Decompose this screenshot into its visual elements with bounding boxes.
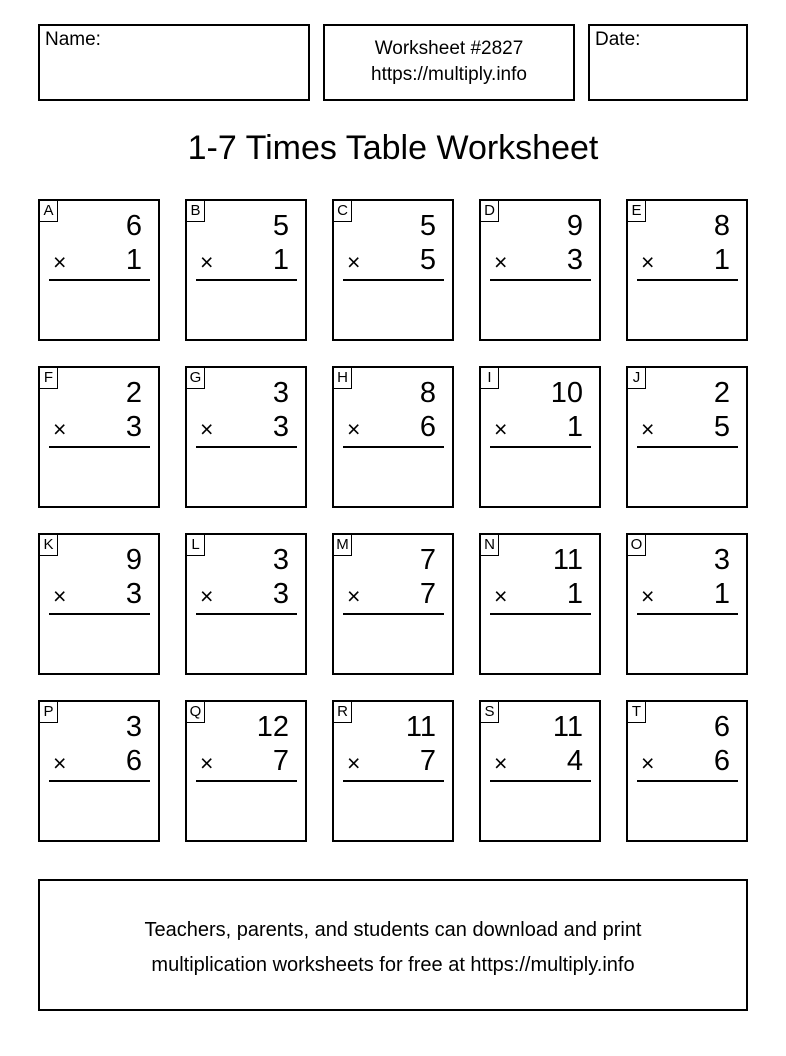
answer-line (343, 446, 444, 448)
answer-line (490, 780, 591, 782)
times-sign: × (53, 416, 67, 442)
multiplier: 6 (419, 411, 436, 443)
problem-letter: C (334, 201, 352, 222)
problem-card[interactable] (185, 366, 307, 508)
answer-line (196, 446, 297, 448)
answer-line (49, 446, 150, 448)
times-sign: × (494, 750, 508, 776)
problem-letter: M (334, 535, 352, 556)
problem-card[interactable] (626, 533, 748, 675)
problem-card[interactable] (479, 700, 601, 842)
multiplier: 3 (272, 578, 289, 610)
problem-letter: K (40, 535, 58, 556)
multiplicand: 7 (419, 544, 436, 576)
multiplicand: 11 (552, 544, 583, 576)
multiplicand: 9 (566, 210, 583, 242)
date-field[interactable] (588, 24, 748, 101)
problem-letter: E (628, 201, 646, 222)
worksheet-number: Worksheet #2827 (374, 38, 524, 59)
answer-line (49, 279, 150, 281)
multiplicand: 9 (125, 544, 142, 576)
problem-letter: T (628, 702, 646, 723)
multiplicand: 12 (256, 711, 289, 743)
worksheet-info-box (323, 24, 575, 101)
answer-line (490, 613, 591, 615)
date-label: Date: (595, 29, 641, 50)
problem-letter: A (40, 201, 58, 222)
multiplicand: 8 (419, 377, 436, 409)
problem-card[interactable] (185, 533, 307, 675)
multiplier: 3 (566, 244, 583, 276)
name-label: Name: (45, 29, 101, 50)
problem-card[interactable] (185, 700, 307, 842)
times-sign: × (494, 416, 508, 442)
footer-box (38, 879, 748, 1011)
times-sign: × (641, 416, 655, 442)
times-sign: × (200, 249, 214, 275)
problem-card[interactable] (332, 366, 454, 508)
times-sign: × (200, 583, 214, 609)
times-sign: × (641, 249, 655, 275)
times-sign: × (347, 583, 361, 609)
multiplicand: 10 (550, 377, 583, 409)
problem-card[interactable] (332, 533, 454, 675)
times-sign: × (641, 583, 655, 609)
problem-letter: S (481, 702, 499, 723)
multiplier: 1 (713, 578, 730, 610)
problem-card[interactable] (479, 199, 601, 341)
footer-line-1: Teachers, parents, and students can download and print (144, 919, 642, 941)
problem-letter: O (628, 535, 646, 556)
problem-card[interactable] (38, 700, 160, 842)
problem-card[interactable] (626, 366, 748, 508)
problem-card[interactable] (38, 533, 160, 675)
problem-letter: H (334, 368, 352, 389)
problem-card[interactable] (38, 199, 160, 341)
times-sign: × (494, 249, 508, 275)
answer-line (343, 279, 444, 281)
name-field[interactable] (38, 24, 310, 101)
problem-letter: I (481, 368, 499, 389)
times-sign: × (347, 750, 361, 776)
problem-card[interactable] (479, 366, 601, 508)
times-sign: × (200, 750, 214, 776)
multiplier: 3 (125, 411, 142, 443)
footer-line-2: multiplication worksheets for free at https://multiply.info (151, 954, 635, 976)
problem-letter: L (187, 535, 205, 556)
multiplier: 4 (566, 745, 583, 777)
answer-line (49, 780, 150, 782)
problem-card[interactable] (332, 700, 454, 842)
times-sign: × (347, 249, 361, 275)
problem-letter: N (481, 535, 499, 556)
problem-letter: Q (187, 702, 205, 723)
answer-line (490, 279, 591, 281)
problem-card[interactable] (626, 700, 748, 842)
problem-letter: F (40, 368, 58, 389)
problem-letter: D (481, 201, 499, 222)
times-sign: × (200, 416, 214, 442)
problem-letter: B (187, 201, 205, 222)
problem-letter: P (40, 702, 58, 723)
multiplier: 5 (419, 244, 436, 276)
multiplier: 6 (713, 745, 730, 777)
problem-card[interactable] (626, 199, 748, 341)
answer-line (196, 780, 297, 782)
multiplicand: 8 (713, 210, 730, 242)
times-sign: × (494, 583, 508, 609)
multiplier: 7 (419, 745, 436, 777)
answer-line (343, 613, 444, 615)
multiplier: 3 (272, 411, 289, 443)
answer-line (49, 613, 150, 615)
multiplier: 7 (419, 578, 436, 610)
worksheet-url: https://multiply.info (371, 64, 527, 85)
problem-card[interactable] (185, 199, 307, 341)
multiplier: 1 (125, 244, 142, 276)
answer-line (637, 780, 738, 782)
multiplicand: 11 (405, 711, 436, 743)
times-sign: × (347, 416, 361, 442)
multiplier: 1 (566, 411, 583, 443)
multiplier: 5 (713, 411, 730, 443)
problem-letter: J (628, 368, 646, 389)
multiplicand: 2 (125, 377, 142, 409)
answer-line (637, 279, 738, 281)
problem-card[interactable] (479, 533, 601, 675)
answer-line (196, 279, 297, 281)
times-sign: × (53, 583, 67, 609)
problem-letter: R (334, 702, 352, 723)
multiplicand: 2 (713, 377, 730, 409)
times-sign: × (53, 750, 67, 776)
answer-line (637, 613, 738, 615)
problem-card[interactable] (332, 199, 454, 341)
times-sign: × (641, 750, 655, 776)
multiplier: 6 (125, 745, 142, 777)
multiplier: 3 (125, 578, 142, 610)
answer-line (490, 446, 591, 448)
multiplicand: 6 (713, 711, 730, 743)
multiplicand: 6 (125, 210, 142, 242)
multiplicand: 3 (125, 711, 142, 743)
problem-card[interactable] (38, 366, 160, 508)
page-title: 1-7 Times Table Worksheet (187, 129, 599, 167)
multiplicand: 3 (713, 544, 730, 576)
multiplier: 1 (713, 244, 730, 276)
multiplicand: 11 (552, 711, 583, 743)
multiplicand: 5 (419, 210, 436, 242)
answer-line (343, 780, 444, 782)
times-sign: × (53, 249, 67, 275)
multiplier: 1 (566, 578, 583, 610)
answer-line (637, 446, 738, 448)
multiplier: 7 (272, 745, 289, 777)
multiplicand: 5 (272, 210, 289, 242)
multiplicand: 3 (272, 544, 289, 576)
problem-letter: G (187, 368, 205, 389)
multiplicand: 3 (272, 377, 289, 409)
answer-line (196, 613, 297, 615)
multiplier: 1 (272, 244, 289, 276)
